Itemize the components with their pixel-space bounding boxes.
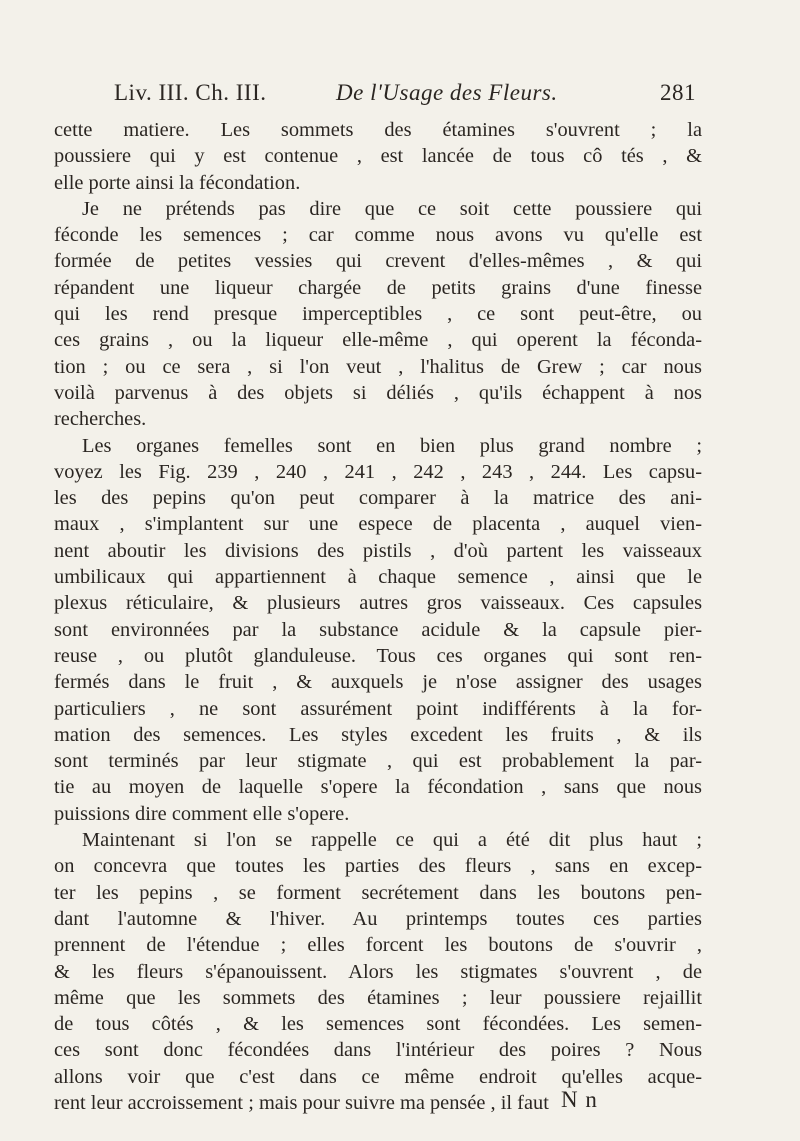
text-line: tion ; ou ce sera , si l'on veut , l'halitus de Grew ; car nous (54, 355, 702, 378)
text-line: Les organes femelles sont en bien plus grand nombre ; (82, 434, 702, 457)
text-line: voyez les Fig. 239 , 240 , 241 , 242 , 243 , 244. Les capsu- (54, 460, 702, 483)
text-line: fermés dans le fruit , & auxquels je n'ose assigner des usages (54, 671, 702, 694)
text-line: répandent une liqueur chargée de petits grains d'une finesse (54, 276, 702, 299)
running-header (114, 78, 696, 114)
text-line: maux , s'implantent sur une espece de placenta , auquel vien- (54, 513, 702, 536)
text-line: sont terminés par leur stigmate , qui est probablement la par- (54, 750, 702, 773)
text-line: qui les rend presque imperceptibles , ce sont peut-être, ou (54, 303, 702, 326)
text-line: elle porte ainsi la fécondation. (54, 171, 301, 194)
text-line: tie au moyen de laquelle s'opere la fécondation , sans que nous (54, 776, 702, 799)
text-line: on concevra que toutes les parties des fleurs , sans en excep- (54, 855, 702, 878)
text-line: prennent de l'étendue ; elles forcent les boutons de s'ouvrir , (54, 934, 702, 957)
text-line: cette matiere. Les sommets des étamines s'ouvrent ; la (54, 119, 702, 141)
text-line: umbilicaux qui appartiennent à chaque semence , ainsi que le (54, 566, 702, 589)
text-line: ces grains , ou la liqueur elle-même , qui operent la féconda- (54, 329, 702, 352)
text-line: puissions dire comment elle s'opere. (54, 802, 350, 825)
text-line: voilà parvenus à des objets si déliés , qu'ils échappent à nos (54, 381, 702, 404)
text-line: poussiere qui y est contenue , est lancée de tous cô tés , & (54, 145, 702, 168)
text-line: formée de petites vessies qui crevent d'elles-mêmes , & qui (54, 250, 702, 273)
text-line: recherches. (54, 408, 147, 431)
text-line: reuse , ou plutôt glanduleuse. Tous ces organes qui sont ren- (54, 644, 702, 667)
signature-mark: N n (561, 1087, 598, 1112)
text-line: sont environnées par la substance acidule & la capsule pier- (54, 618, 702, 641)
running-title: De l'Usage des Fleurs. (336, 80, 558, 105)
text-line: ces sont donc fécondées dans l'intérieur des poires ? Nous (54, 1039, 702, 1062)
page-number: 281 (660, 80, 696, 105)
text-line: les des pepins qu'on peut comparer à la matrice des ani- (54, 487, 702, 510)
text-line: & les fleurs s'épanouissent. Alors les stigmates s'ouvrent , de (54, 960, 702, 983)
text-line: particuliers , ne sont assurément point indifférents à la for- (54, 697, 702, 720)
text-line: même que les sommets des étamines ; leur poussiere rejaillit (54, 986, 702, 1009)
body-text (54, 117, 702, 1116)
text-line: allons voir que c'est dans ce même endroit qu'elles acque- (54, 1065, 702, 1088)
text-line: plexus réticulaire, & plusieurs autres gros vaisseaux. Ces capsules (54, 592, 702, 615)
text-line: ter les pepins , se forment secrétement dans les boutons pen- (54, 881, 702, 904)
chapter-reference: Liv. III. Ch. III. (114, 80, 267, 105)
text-line: Maintenant si l'on se rappelle ce qui a été dit plus haut ; (82, 829, 702, 852)
text-line: Je ne prétends pas dire que ce soit cette poussiere qui (82, 197, 702, 220)
text-line: mation des semences. Les styles excedent les fruits , & ils (54, 723, 702, 746)
text-line: de tous côtés , & les semences sont fécondées. Les semen- (54, 1013, 702, 1036)
text-line: nent aboutir les divisions des pistils , d'où partent les vaisseaux (54, 539, 702, 562)
text-line: rent leur accroissement ; mais pour suivre ma pensée , il faut (54, 1091, 549, 1114)
text-line: féconde les semences ; car comme nous avons vu qu'elle est (54, 224, 702, 247)
text-line: dant l'automne & l'hiver. Au printemps toutes ces parties (54, 907, 702, 930)
